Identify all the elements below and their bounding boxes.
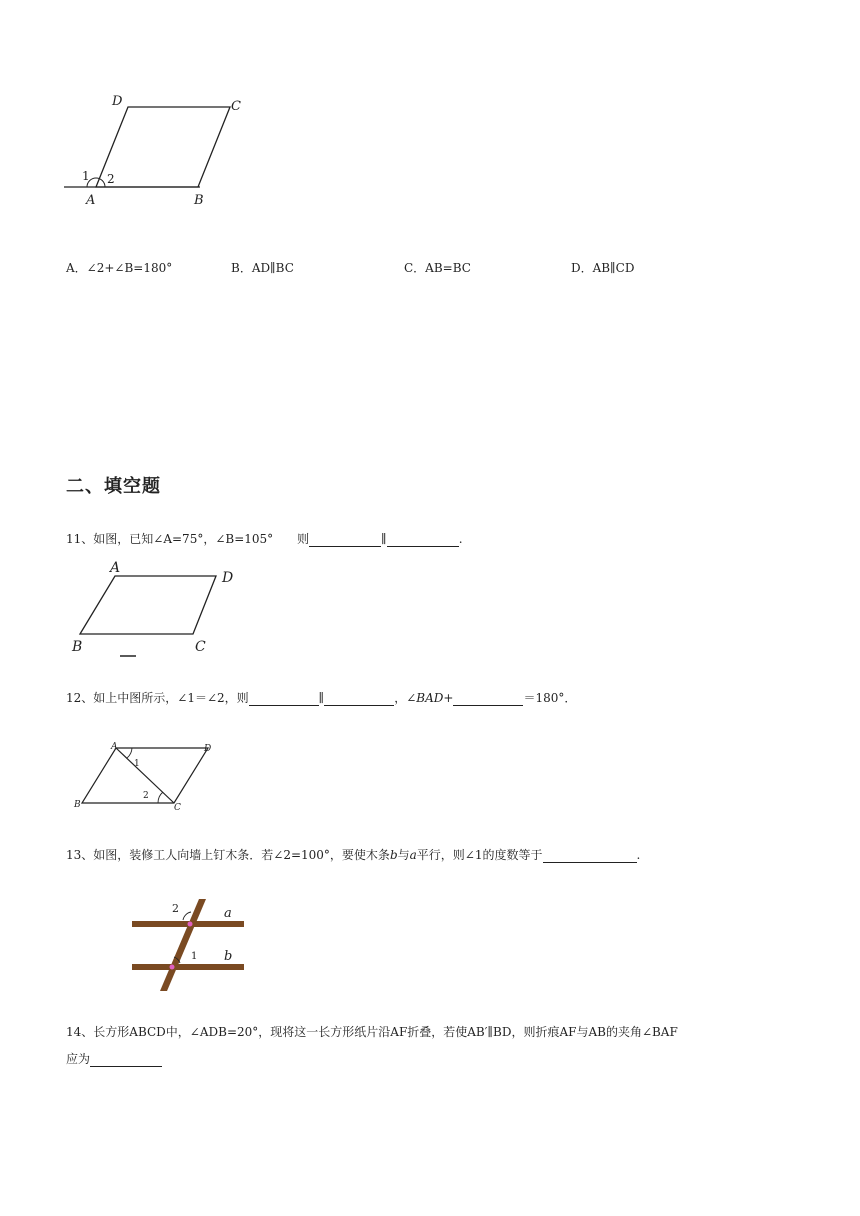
label-c: C [231,99,241,114]
figure-q11-parallelogram [66,556,246,658]
question-text: 长方形ABCD中，∠ADB=20°，现将这一长方形纸片沿AF折叠，若使AB′∥BD，则折痕AF与AB的夹角∠BAF [93,1025,678,1039]
section-title: 二、填空题 [66,476,161,497]
answer-blank[interactable] [387,533,459,547]
figure-q13-wood-strips [128,893,253,995]
nail-top [188,922,193,927]
question-text: 平行，则∠1的度数等于 [416,848,543,862]
question-text: 应为 [66,1052,91,1066]
parallelogram [96,107,230,187]
answer-blank[interactable] [543,849,637,863]
label-b: B [74,800,81,810]
figure-q12-parallelogram-diagonal [70,740,220,812]
label-angle-1: 1 [191,951,198,962]
label-angle-2: 2 [172,902,179,915]
comma-angle: ，∠ [394,691,417,705]
answer-blank[interactable] [324,692,394,706]
angle-bad: BAD [416,691,444,705]
question-11 [66,530,463,547]
wood-strip-b [132,964,244,970]
label-d: D [112,94,123,109]
option-b: B．AD∥BC [231,261,294,275]
option-d: D．AB∥CD [571,261,635,275]
label-b: b [224,949,233,964]
period: . [458,532,463,546]
question-text: 如上中图所示，∠1＝∠2，则 [93,691,249,705]
equals-180: ＝180°． [523,691,577,705]
parallel-symbol: ∥ [318,691,325,705]
label-angle-2: 2 [143,791,149,801]
question-text: 如图，装修工人向墙上钉木条．若∠2=100°，要使木条 [93,848,390,862]
parallelogram [80,576,216,634]
label-angle-1: 1 [82,169,90,183]
nail-bottom [170,965,175,970]
label-angle-2: 2 [107,172,115,186]
var-a: a [409,848,417,862]
question-13 [66,846,640,863]
question-text: 与 [397,848,410,862]
label-a: A [111,742,118,752]
label-b: B [194,193,204,208]
question-number: 13、 [66,848,94,862]
label-a: A [110,560,121,576]
label-a: a [224,906,232,921]
question-number: 11、 [66,532,94,546]
option-a: A．∠2+∠B=180° [66,261,173,275]
question-12 [66,689,576,706]
angle-2-arc [158,792,163,803]
label-d: D [204,744,212,754]
parallel-symbol: ∥ [381,532,387,546]
label-d: D [222,570,234,586]
answer-blank[interactable] [309,533,381,547]
wood-strip-diagonal [160,899,206,991]
label-b: B [72,639,83,655]
label-c: C [174,803,181,812]
question-14 [66,1023,678,1040]
answer-blank[interactable] [90,1053,162,1067]
answer-blank[interactable] [453,692,523,706]
question-number: 12、 [66,691,94,705]
label-a: A [86,193,96,208]
angle-2-arc [183,912,191,920]
plus-sign: + [443,691,454,705]
question-text: 如图，已知∠A=75°，∠B=105° 则 [93,532,310,546]
question-number: 14、 [66,1025,94,1039]
option-c: C．AB=BC [404,261,471,275]
angle-1-arc [127,748,132,758]
period: . [636,848,641,862]
answer-blank[interactable] [249,692,319,706]
question-14-line2 [66,1050,162,1067]
figure-parallelogram-abcd-angles [60,90,250,215]
label-angle-1: 1 [134,759,140,769]
var-b: b [389,848,398,862]
label-c: C [195,639,206,655]
